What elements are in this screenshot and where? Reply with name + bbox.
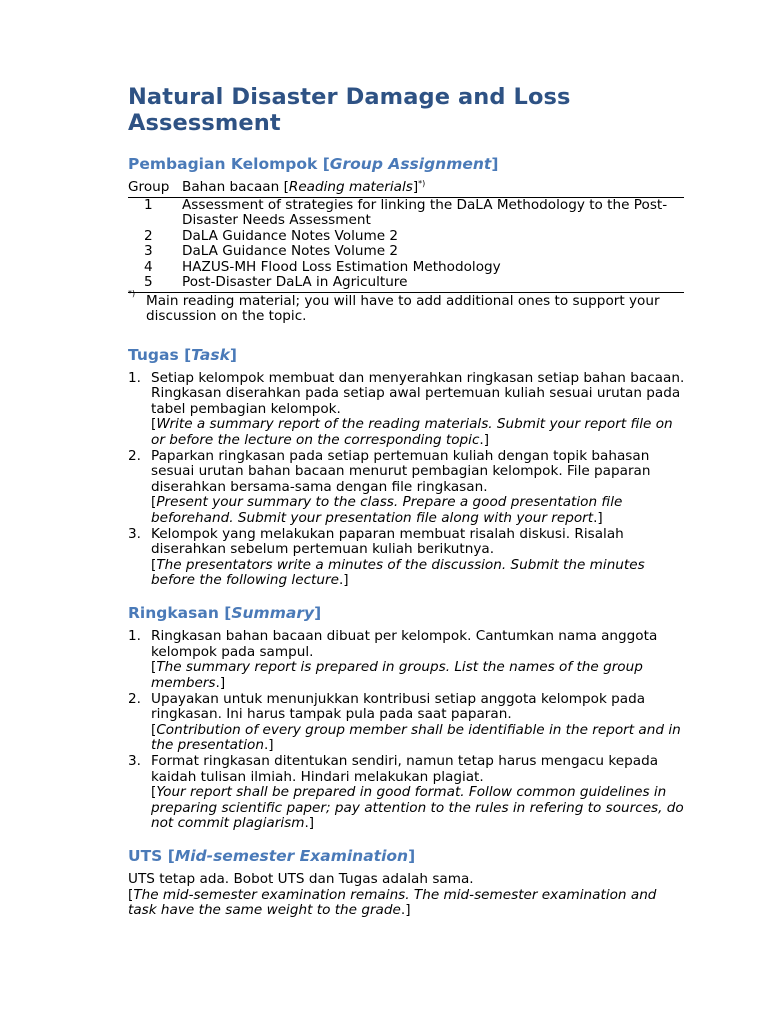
item-text-en: Write a summary report of the reading materials. Submit your report file on or before the lecture on the corresponding topic xyxy=(151,416,673,448)
group-material: HAZUS-MH Flood Loss Estimation Methodology xyxy=(182,258,501,275)
task-list xyxy=(128,371,688,589)
uts-heading: UTS [Mid-semester Examination] xyxy=(128,847,416,865)
table-footnote xyxy=(128,288,688,325)
item-text-id: Setiap kelompok membuat dan menyerahkan ringkasan setiap bahan bacaan. Ringkasan diserahkan pada setiap awal pertemuan kuliah sesuai urutan pada tabel pembagian kelompok. xyxy=(151,369,685,417)
item-text-en: The summary report is prepared in groups. List the names of the group members xyxy=(151,659,643,691)
uts-heading-id: UTS xyxy=(128,847,163,865)
group-number: 4 xyxy=(144,258,153,275)
task-heading-en: Task xyxy=(191,345,230,364)
footnote-text: Main reading material; you will have to add additional ones to support your discussion on the topic. xyxy=(146,292,660,324)
group-assignment-heading: Pembagian Kelompok [Group Assignment] xyxy=(128,155,499,173)
list-item: 1. Ringkasan bahan bacaan dibuat per kelompok. Cantumkan nama anggota kelompok pada sampul. [The summary report is prepared in groups. List the names of the group members.] xyxy=(128,628,658,691)
table-row xyxy=(128,229,684,245)
item-text-id: Kelompok yang melakukan paparan membuat risalah diskusi. Risalah diserahkan sebelum pertemuan kuliah berikutnya. xyxy=(151,525,624,557)
group-material: Assessment of strategies for linking the DaLA Methodology to the Post-Disaster Needs Assessment xyxy=(182,196,668,228)
list-item: 2. Upayakan untuk menunjukkan kontribusi setiap anggota kelompok pada ringkasan. Ini harus tampak pula pada saat paparan. [Contribution of every group member shall be identifiable in the report and in the presentation.] xyxy=(128,690,681,753)
document-content xyxy=(128,84,688,919)
task-heading: Tugas [Task] xyxy=(128,345,237,364)
group-number: 2 xyxy=(144,227,153,244)
item-number: 1. xyxy=(128,628,141,644)
table-row xyxy=(128,260,684,276)
summary-heading-en: Summary xyxy=(231,604,315,622)
group-table-header xyxy=(128,180,684,197)
page-title: Natural Disaster Damage and Loss Assessment xyxy=(128,84,571,136)
table-row xyxy=(128,244,684,260)
uts-paragraph: UTS tetap ada. Bobot UTS dan Tugas adalah sama. [The mid-semester examination remains. The mid-semester examination and task have the same weight to the grade.] xyxy=(128,871,657,918)
group-number: 5 xyxy=(128,275,182,292)
item-text-id: Format ringkasan ditentukan sendiri, namun tetap harus mengacu kepada kaidah tulisan ilmiah. Hindari melakukan plagiat. xyxy=(151,753,659,785)
group-number: 1 xyxy=(144,196,153,213)
summary-heading-id: Ringkasan xyxy=(128,604,219,622)
item-number: 3. xyxy=(128,753,141,769)
item-number: 1. xyxy=(128,369,141,386)
col-material-header: Bahan bacaan [Reading materials]*) xyxy=(182,180,684,197)
group-material: Post-Disaster DaLA in Agriculture xyxy=(182,275,684,292)
item-number: 2. xyxy=(128,447,141,464)
item-text-en: Your report shall be prepared in good format. Follow common guidelines in preparing scientific paper; pay attention to the rules in refering to sources, do not commit plagiarism xyxy=(151,784,684,831)
col-group-header: Group xyxy=(128,180,182,197)
list-item: 3. Format ringkasan ditentukan sendiri, namun tetap harus mengacu kepada kaidah tulisan ilmiah. Hindari melakukan plagiat. [Your report shall be prepared in good format. Follow common guidelines in preparing scientific paper; pay attention to the rules in refering to sources, do not commit plagiarism.] xyxy=(128,753,684,831)
group-material: DaLA Guidance Notes Volume 2 xyxy=(182,243,399,259)
summary-list xyxy=(128,629,688,832)
task-heading-id: Tugas xyxy=(128,345,179,364)
col-material-id: Bahan bacaan xyxy=(182,179,280,195)
item-text-id: Paparkan ringkasan pada setiap pertemuan kuliah dengan topik bahasan sesuai urutan bahan bacaan menurut pembagian kelompok. File paparan diserahkan bersama-sama dengan file ringkasan. xyxy=(151,447,651,495)
group-heading-id: Pembagian Kelompok xyxy=(128,155,318,173)
item-text-en: The presentators write a minutes of the discussion. Submit the minutes before the following lecture xyxy=(151,556,645,588)
table-row xyxy=(128,197,684,229)
uts-heading-en: Mid-semester Examination xyxy=(174,847,409,865)
table-row xyxy=(128,275,684,292)
item-text-id: Upayakan untuk menunjukkan kontribusi setiap anggota kelompok pada ringkasan. Ini harus tampak pula pada saat paparan. xyxy=(151,690,646,722)
footnote-mark: *) xyxy=(128,288,136,298)
list-item: 3. Kelompok yang melakukan paparan membuat risalah diskusi. Risalah diserahkan sebelum pertemuan kuliah berikutnya. [The presentators write a minutes of the discussion. Submit the minutes before the following lecture.] xyxy=(128,525,645,588)
col-material-en: Reading materials xyxy=(288,179,413,195)
uts-text-id: UTS tetap ada. Bobot UTS dan Tugas adalah sama. xyxy=(128,871,474,887)
list-item: 2. Paparkan ringkasan pada setiap pertemuan kuliah dengan topik bahasan sesuai urutan bahan bacaan menurut pembagian kelompok. File paparan diserahkan bersama-sama dengan file ringkasan. [Present your summary to the class. Prepare a good presentation file beforehand. Submit your presentation file along with your report.] xyxy=(128,447,651,526)
group-number: 3 xyxy=(144,243,153,259)
group-table xyxy=(128,180,684,293)
item-number: 3. xyxy=(128,525,141,542)
item-text-en: Contribution of every group member shall be identifiable in the report and in the presentation xyxy=(151,721,681,753)
list-item: 1. Setiap kelompok membuat dan menyerahkan ringkasan setiap bahan bacaan. Ringkasan diserahkan pada setiap awal pertemuan kuliah sesuai urutan pada tabel pembagian kelompok. [Write a summary report of the reading materials. Submit your report file on or before the lecture on the corresponding topic.] xyxy=(128,369,685,448)
item-number: 2. xyxy=(128,690,141,707)
col-material-mark: *) xyxy=(418,179,426,188)
item-text-en: Present your summary to the class. Prepare a good presentation file beforehand. Submit your presentation file along with your report xyxy=(151,494,623,526)
summary-heading: Ringkasan [Summary] xyxy=(128,604,322,622)
uts-text-en: The mid-semester examination remains. The mid-semester examination and task have the same weight to the grade xyxy=(128,886,657,918)
group-material: DaLA Guidance Notes Volume 2 xyxy=(182,227,399,244)
group-heading-en: Group Assignment xyxy=(329,155,492,173)
item-text-id: Ringkasan bahan bacaan dibuat per kelompok. Cantumkan nama anggota kelompok pada sampul. xyxy=(151,628,658,660)
